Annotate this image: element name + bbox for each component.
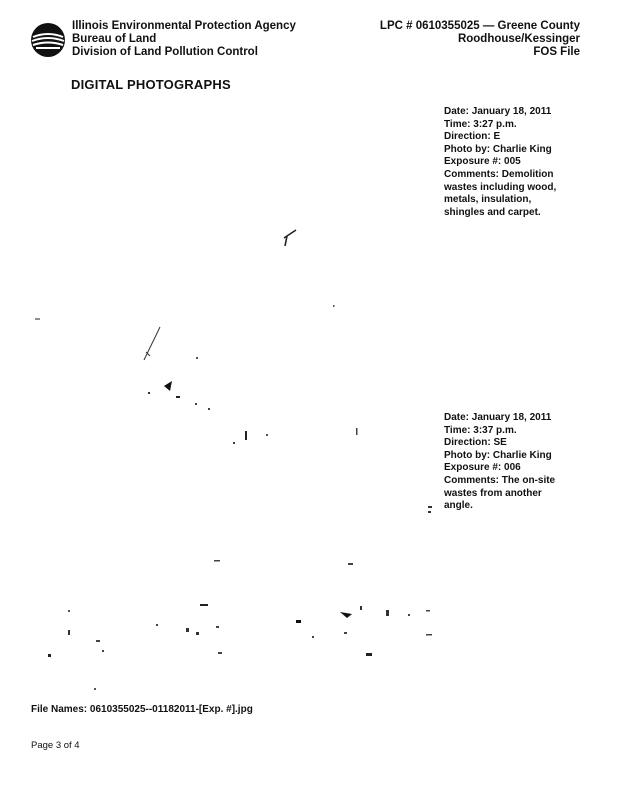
page-number: Page 3 of 4 [31,740,80,751]
illinois-epa-logo-icon [30,22,66,58]
agency-name: Illinois Environmental Protection Agency [72,20,296,32]
photo-comments-line: Comments: Demolition [444,168,554,180]
photo-comments-line: wastes including wood, [444,181,557,193]
photo-date: Date: January 18, 2011 [444,412,552,423]
photo-comments-line: Comments: The on-site [444,474,556,486]
bureau-name: Bureau of Land [72,33,157,45]
photo-time: Time: 3:27 p.m. [444,118,517,130]
lpc-number: LPC # 0610355025 — Greene County [379,20,580,32]
lpc-block [380,20,580,59]
photo-info-1 [444,106,584,219]
photo-exposure: Exposure #: 005 [444,156,521,168]
photo-exposure: Exposure #: 006 [444,462,521,474]
photo-direction: Direction: E [444,131,501,143]
photo-comments-line: wastes from another [444,487,542,499]
photo-by: Photo by: Charlie King [444,449,552,461]
photo-info-2 [444,412,584,513]
site-name: Roodhouse/Kessinger [457,33,580,45]
photo-comments-line: shingles and carpet. [444,206,541,218]
photo-direction: Direction: SE [444,437,507,449]
photo-by: Photo by: Charlie King [444,143,552,155]
photo-time: Time: 3:37 p.m. [444,424,517,436]
page-title: DIGITAL PHOTOGRAPHS [71,77,231,92]
agency-block [72,20,296,59]
division-name: Division of Land Pollution Control [72,46,258,58]
file-type: FOS File [533,46,580,58]
file-names: File Names: 0610355025--01182011-[Exp. #].jpg [31,704,253,715]
photo-comments-line: metals, insulation, [444,194,532,206]
photo-date: Date: January 18, 2011 [444,106,552,117]
photo-comments-line: angle. [444,500,473,512]
